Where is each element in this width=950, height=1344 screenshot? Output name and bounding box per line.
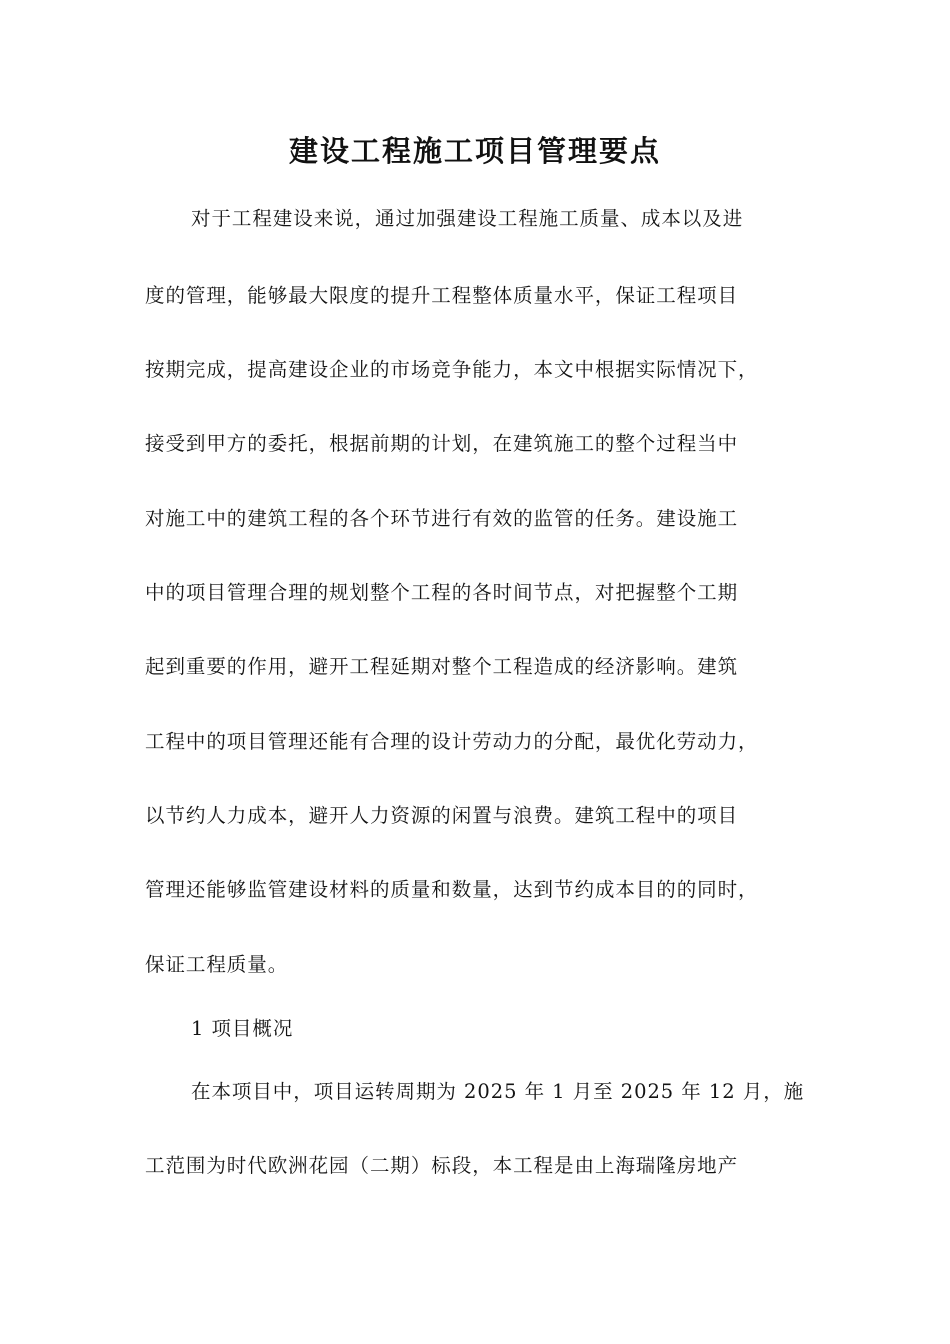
paragraph-line: 接受到甲方的委托，根据前期的计划，在建筑施工的整个过程当中 (145, 432, 739, 455)
paragraph-line: 工范围为时代欧洲花园（二期）标段，本工程是由上海瑞隆房地产 (145, 1154, 739, 1177)
paragraph-line: 保证工程质量。 (145, 953, 289, 976)
paragraph-line: 对施工中的建筑工程的各个环节进行有效的监管的任务。建设施工 (145, 507, 739, 530)
document-title: 建设工程施工项目管理要点 (288, 134, 661, 168)
paragraph-line: 对于工程建设来说，通过加强建设工程施工质量、成本以及进 (191, 207, 744, 230)
paragraph-line: 管理还能够监管建设材料的质量和数量，达到节约成本目的的同时， (145, 878, 759, 901)
paragraph-line: 中的项目管理合理的规划整个工程的各时间节点，对把握整个工期 (145, 581, 739, 604)
paragraph-line: 在本项目中，项目运转周期为 2025 年 1 月至 2025 年 12 月，施 (191, 1080, 805, 1103)
paragraph-line: 度的管理，能够最大限度的提升工程整体质量水平，保证工程项目 (145, 284, 739, 307)
section-heading: 1 项目概况 (191, 1017, 294, 1040)
paragraph-line: 起到重要的作用，避开工程延期对整个工程造成的经济影响。建筑 (145, 655, 739, 678)
paragraph-line: 工程中的项目管理还能有合理的设计劳动力的分配，最优化劳动力， (145, 730, 759, 753)
paragraph-line: 按期完成，提高建设企业的市场竞争能力，本文中根据实际情况下， (145, 358, 759, 381)
paragraph-line: 以节约人力成本，避开人力资源的闲置与浪费。建筑工程中的项目 (145, 804, 739, 827)
